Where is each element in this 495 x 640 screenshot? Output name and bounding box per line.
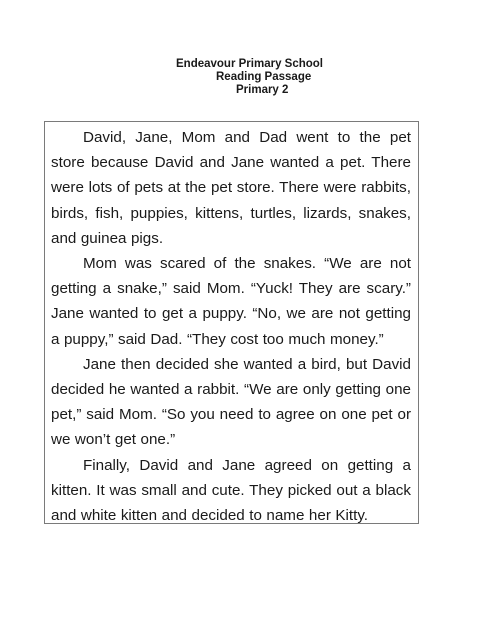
grade-level: Primary 2 (236, 84, 289, 96)
school-name: Endeavour Primary School (176, 58, 323, 70)
passage-paragraph-3: Jane then decided she wanted a bird, but David decided he wanted a rabbit. “We are only getting one pet,” said Mom. “So you need to agree on one pet or we won’t get one.” (51, 355, 411, 449)
reading-passage-box (44, 121, 419, 524)
document-header (0, 58, 495, 97)
passage-paragraph-1: David, Jane, Mom and Dad went to the pet store because David and Jane wanted a pet. There were lots of pets at the pet store. There were rabbits, birds, fish, puppies, kittens, turtles, lizards, snakes, and guinea pigs. (51, 129, 411, 247)
passage-paragraph-4: Finally, David and Jane agreed on getting a kitten. It was small and cute. They picked out a black and white kitten and decided to name her Kitty. (51, 456, 411, 525)
passage-paragraph-2: Mom was scared of the snakes. “We are not getting a snake,” said Mom. “Yuck! They are scary.” Jane wanted to get a puppy. “No, we are not getting a puppy,” said Dad. “They cost too much money.” (51, 255, 411, 348)
document-title: Reading Passage (216, 71, 312, 83)
